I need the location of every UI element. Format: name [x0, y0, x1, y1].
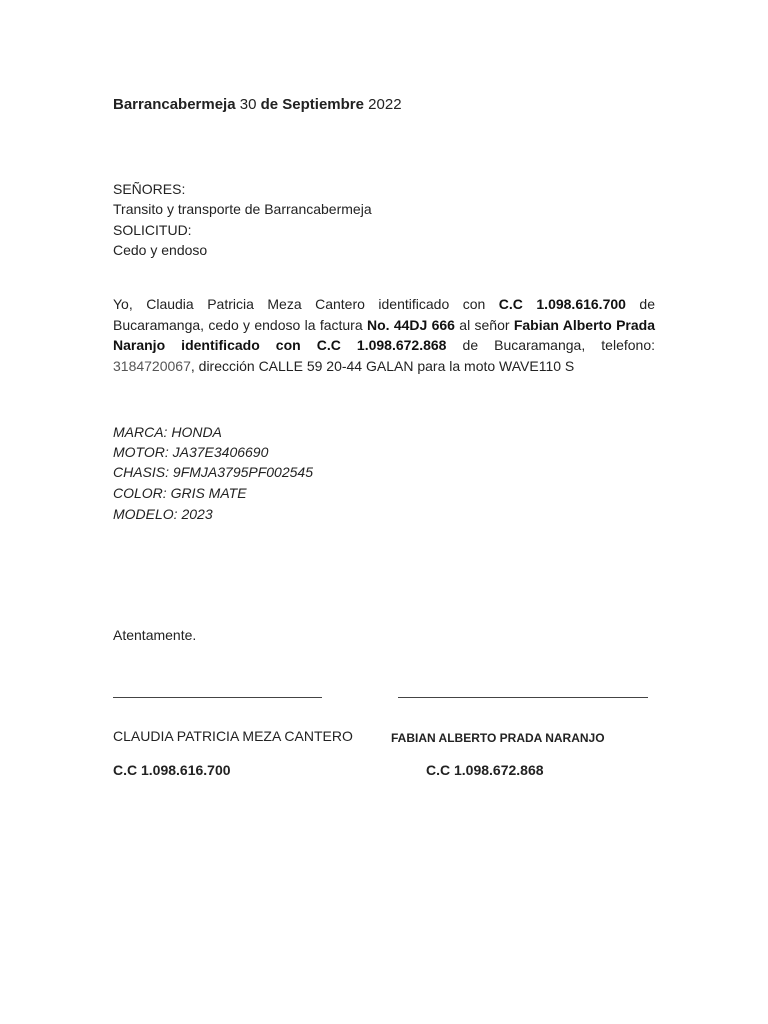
body-cc-1: C.C 1.098.616.700 — [498, 296, 626, 312]
signature-cc-right: C.C 1.098.672.868 — [426, 762, 544, 778]
signature-line-right — [398, 697, 648, 698]
vehicle-modelo: MODELO: 2023 — [113, 506, 213, 522]
body-text-4: de Bucaramanga, telefono: — [446, 337, 655, 353]
vehicle-motor: MOTOR: JA37E3406690 — [113, 444, 269, 460]
addressee-entity: Transito y transporte de Barrancabermeja — [113, 201, 372, 217]
body-factura: No. 44DJ 666 — [366, 316, 455, 333]
body-text-1: Yo, Claudia Patricia Meza Cantero identificado con — [113, 296, 499, 312]
solicitud-label: SOLICITUD: — [113, 222, 192, 238]
date-line — [113, 95, 402, 115]
body-paragraph — [113, 294, 655, 376]
senores-label: SEÑORES: — [113, 181, 186, 197]
signature-name-left: CLAUDIA PATRICIA MEZA CANTERO — [113, 728, 353, 744]
vehicle-marca: MARCA: HONDA — [113, 424, 222, 440]
signature-cc-left: C.C 1.098.616.700 — [113, 762, 231, 778]
body-text-3: al señor — [454, 316, 514, 333]
body-phone: 3184720067 — [113, 357, 191, 374]
body-text-2: de Bucaramanga, cedo y endoso la factura — [113, 296, 656, 333]
signature-line-left — [113, 697, 322, 698]
date-month: Septiembre — [282, 96, 364, 113]
solicitud-subject: Cedo y endoso — [113, 242, 208, 258]
vehicle-chasis: CHASIS: 9FMJA3795PF002545 — [113, 464, 313, 480]
body-recipient: Fabian Alberto Prada Naranjo identificado con C.C 1.098.672.868 — [113, 316, 655, 353]
body-text-5: , dirección CALLE 59 20-44 GALAN para la moto WAVE110 S — [190, 357, 575, 374]
vehicle-color: COLOR: GRIS MATE — [113, 485, 247, 501]
date-year: 2022 — [368, 96, 402, 113]
date-day: 30 — [239, 96, 257, 113]
date-de: de — [260, 96, 279, 113]
closing-text: Atentamente. — [113, 627, 197, 643]
date-city: Barrancabermeja — [113, 96, 236, 113]
signature-name-right: FABIAN ALBERTO PRADA NARANJO — [391, 731, 605, 745]
